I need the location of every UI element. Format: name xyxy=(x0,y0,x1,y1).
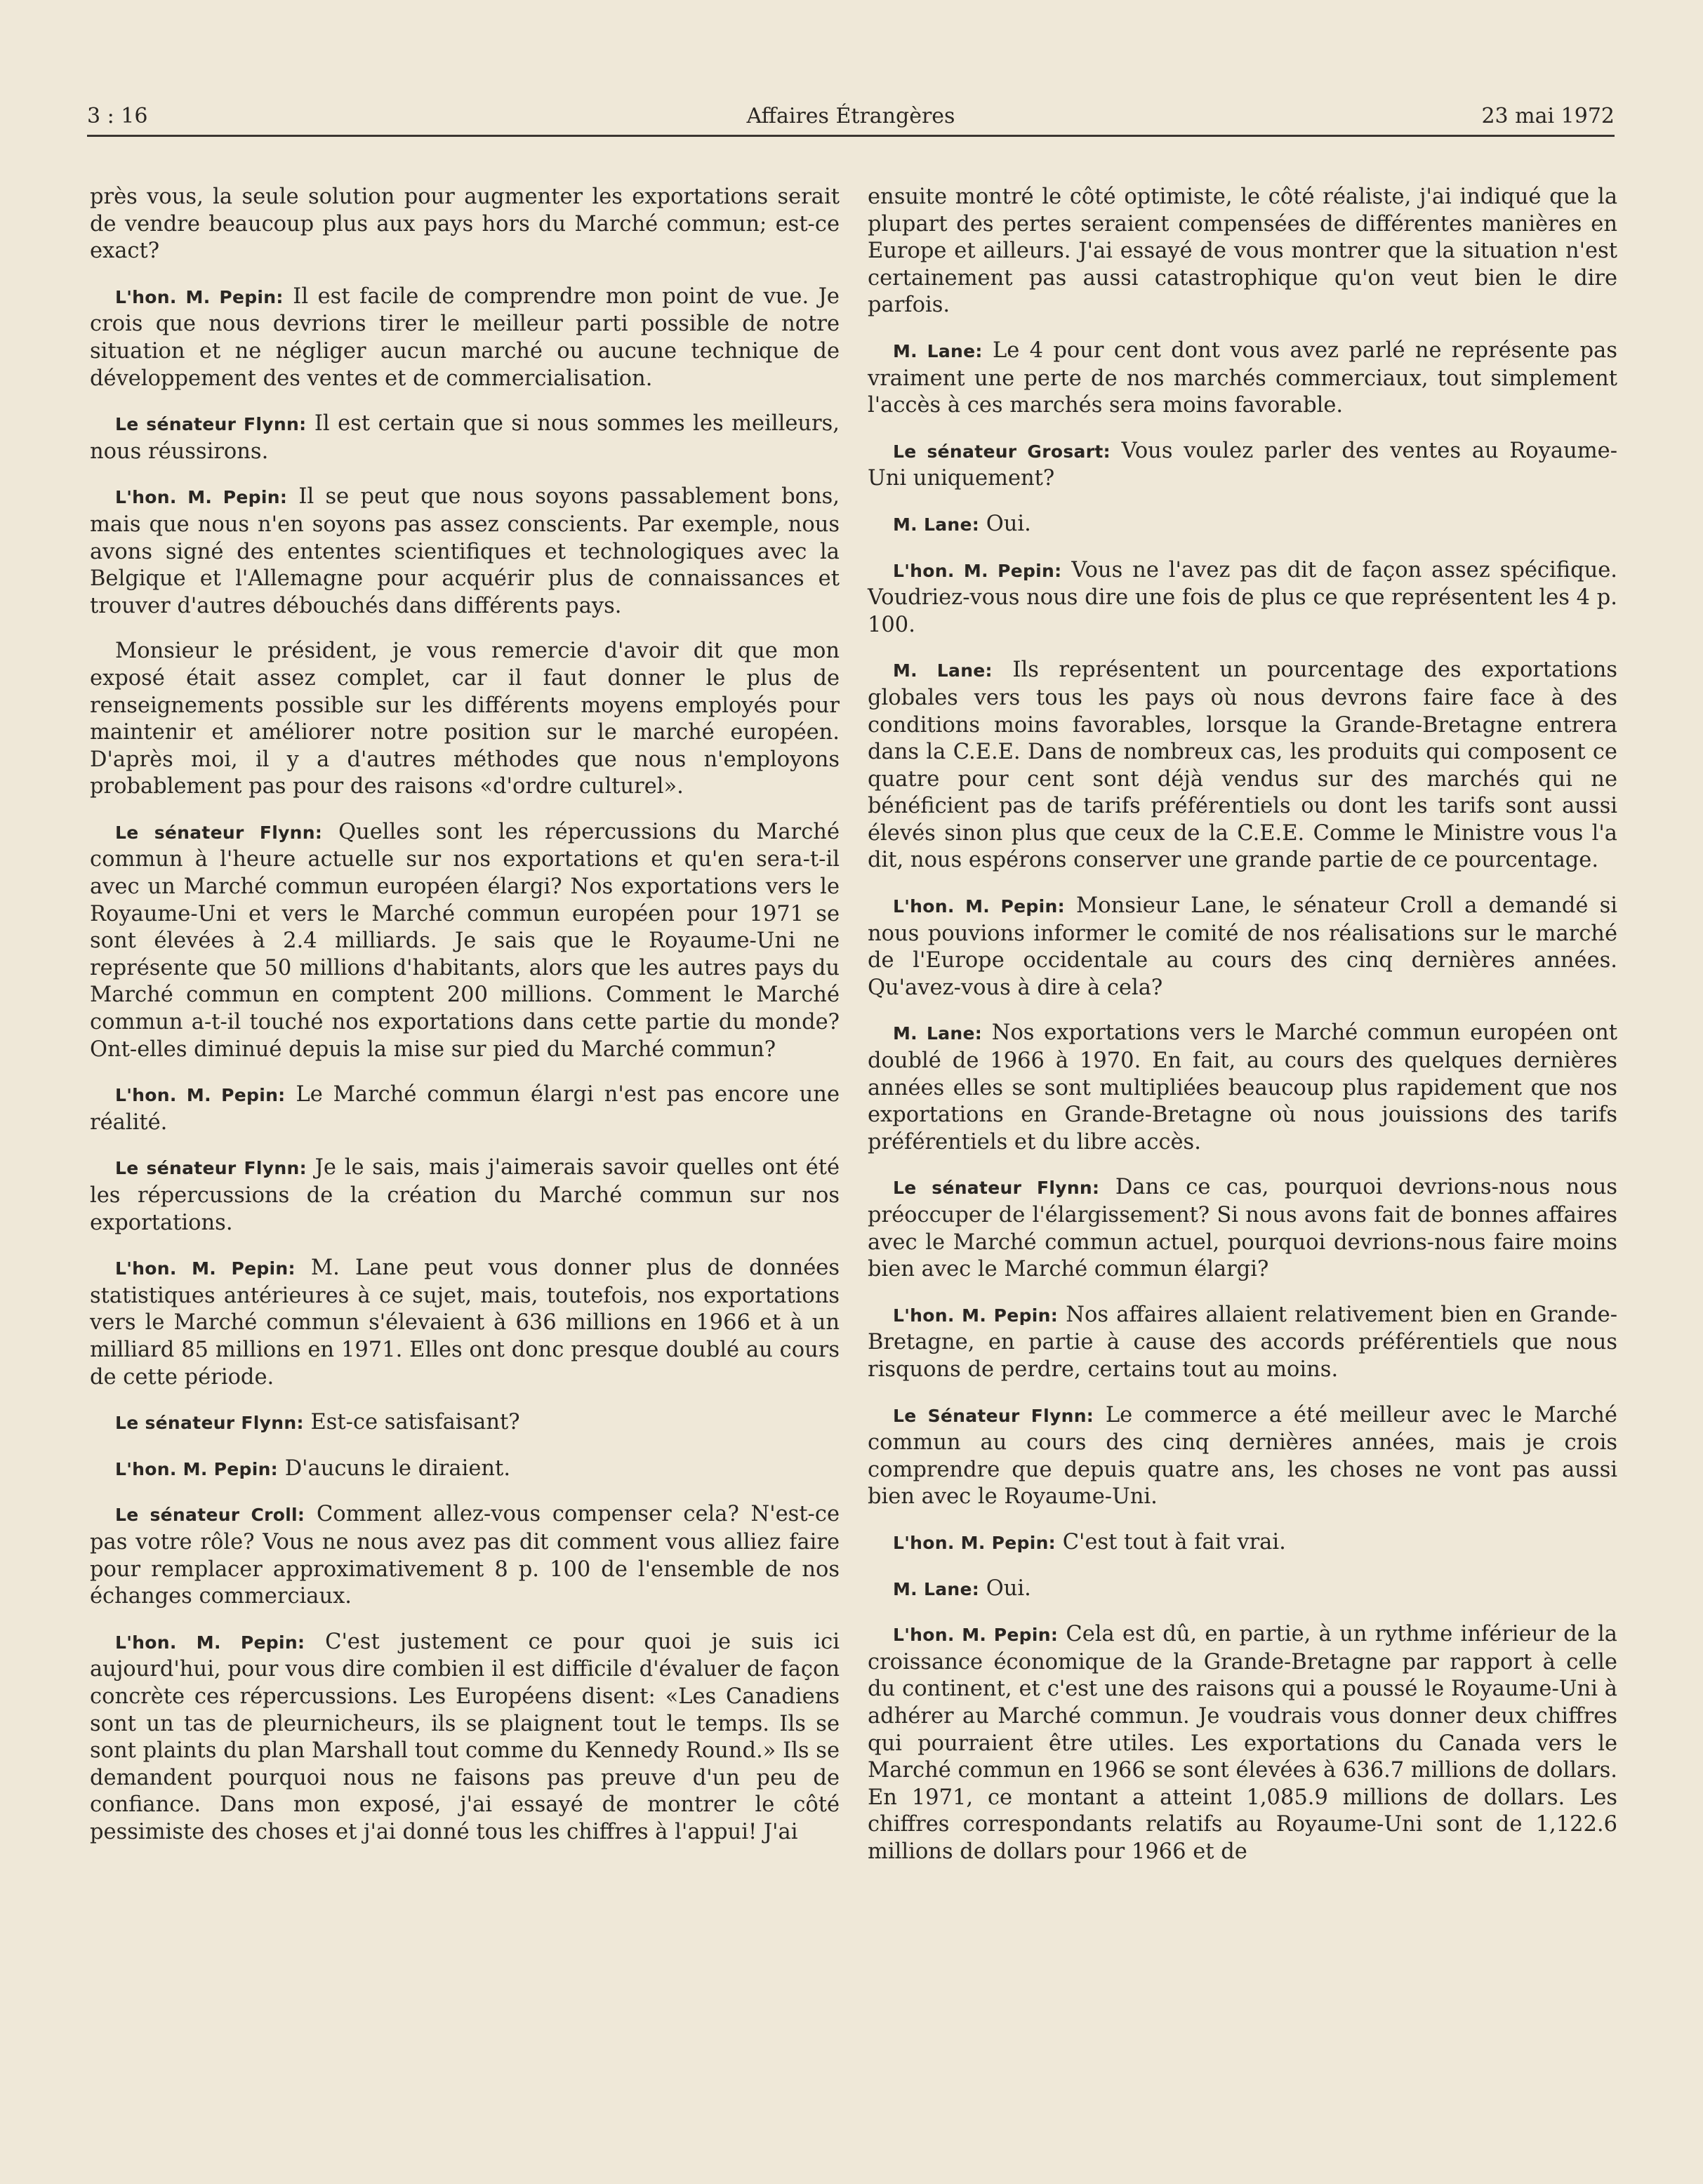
paragraph xyxy=(90,819,840,1063)
paragraph-text: Quelles sont les répercussions du Marché commun à l'heure actuelle sur nos exportations et qu'en sera-t-il avec un Marché commun européen élargi? Nos exportations vers le Royaume-Uni et vers le Marché commun européen pour 1971 se sont élevées à 2.4 milliards. Je sais que le Royaume-Uni ne représente que 50 millions d'habitants, alors que les autres pays du Marché commun en comptent 200 millions. Comment le Marché commun a-t-il touché nos exportations dans cette partie du monde? Ont-elles diminué depuis la mise sur pied du Marché commun? xyxy=(90,819,840,1062)
paragraph xyxy=(868,1302,1617,1384)
paragraph-text: Il est facile de comprendre mon point de vue. Je crois que nous devrions tirer le meilleur parti possible de notre situation et ne négliger aucun marché ou aucune technique de développement des ventes et de commercialisation. xyxy=(90,284,840,391)
paragraph-text: Le commerce a été meilleur avec le Marché commun au cours des cinq dernières années, mais je crois comprendre que depuis quatre ans, les choses ne vont pas aussi bien avec le Royaume-Uni. xyxy=(868,1402,1617,1510)
paragraph-text: Monsieur Lane, le sénateur Croll a demandé si nous pouvions informer le comité de nos réalisations sur le marché de l'Europe occidentale au cours des cinq dernières années. Qu'avez-vous à dire à cela? xyxy=(868,893,1617,1000)
paragraph xyxy=(868,1576,1617,1604)
speaker-name: Le sénateur Flynn: xyxy=(115,1158,307,1179)
speaker-name: L'hon. M. Pepin: xyxy=(115,1085,286,1106)
speaker-name: Le sénateur Croll: xyxy=(115,1505,305,1526)
paragraph xyxy=(868,184,1617,319)
paragraph-text: Dans ce cas, pourquoi devrions-nous nous préoccuper de l'élargissement? Si nous avons fait de bonnes affaires avec le Marché commun actuel, pourquoi devrions-nous faire moins bien avec le Marché commun élargi? xyxy=(868,1175,1617,1282)
paragraph xyxy=(868,893,1617,1001)
speaker-name: Le Sénateur Flynn: xyxy=(893,1405,1094,1426)
speaker-name: Le sénateur Flynn: xyxy=(115,822,323,843)
speaker-name: L'hon. M. Pepin: xyxy=(893,1305,1059,1326)
paragraph xyxy=(90,1409,840,1437)
speaker-name: L'hon. M. Pepin: xyxy=(115,1258,296,1279)
paragraph-text: près vous, la seule solution pour augmenter les exportations serait de vendre beaucoup plus aux pays hors du Marché commun; est-ce exact? xyxy=(90,185,840,264)
left-column xyxy=(90,184,840,1864)
paragraph xyxy=(90,1629,840,1846)
speaker-name: M. Lane: xyxy=(893,340,983,361)
paragraph xyxy=(90,1255,840,1391)
speaker-name: L'hon. M. Pepin: xyxy=(115,286,284,307)
paragraph-text: Monsieur le président, je vous remercie d'avoir dit que mon exposé était assez complet, car il faut donner le plus de renseignements possible sur les différents moyens employés pour maintenir et améliorer notre position sur le marché européen. D'après moi, il y a d'autres méthodes que nous n'employons probablement pas pour des raisons «d'ordre culturel». xyxy=(90,639,840,799)
speaker-name: L'hon. M. Pepin: xyxy=(893,560,1062,581)
paragraph-text: Le 4 pour cent dont vous avez parlé ne représente pas vraiment une perte de nos marchés commerciaux, tout simplement l'accès à ces marchés sera moins favorable. xyxy=(868,338,1617,418)
paragraph xyxy=(90,638,840,801)
paragraph xyxy=(868,1174,1617,1283)
paragraph xyxy=(90,1501,840,1610)
publication-title: Affaires Étrangères xyxy=(746,104,955,128)
speaker-name: Le sénateur Flynn: xyxy=(893,1178,1100,1199)
paragraph-text: Est-ce satisfaisant? xyxy=(310,1410,520,1435)
right-column xyxy=(868,184,1617,1884)
page-header xyxy=(87,102,1615,137)
paragraph xyxy=(90,1081,840,1136)
paragraph-text: Oui. xyxy=(986,1576,1031,1601)
speaker-name: M. Lane: xyxy=(893,514,980,535)
paragraph-text: Je le sais, mais j'aimerais savoir quelles ont été les répercussions de la création du Marché commun sur nos exportations. xyxy=(90,1155,840,1235)
paragraph xyxy=(90,411,840,465)
speaker-name: Le sénateur Grosart: xyxy=(893,441,1111,462)
paragraph-text: Vous ne l'avez pas dit de façon assez spécifique. Voudriez-vous nous dire une fois de plus ce que représentent les 4 p. 100. xyxy=(868,557,1617,637)
paragraph xyxy=(90,284,840,392)
paragraph xyxy=(868,657,1617,874)
paragraph xyxy=(868,1621,1617,1865)
speaker-name: M. Lane: xyxy=(893,1578,980,1599)
paragraph-text: Oui. xyxy=(986,511,1031,536)
speaker-name: L'hon. M. Pepin: xyxy=(893,1625,1059,1646)
paragraph-text: Le Marché commun élargi n'est pas encore une réalité. xyxy=(90,1082,840,1135)
speaker-name: L'hon. M. Pepin: xyxy=(115,1632,305,1653)
paragraph xyxy=(868,1020,1617,1156)
paragraph xyxy=(90,184,840,265)
paragraph xyxy=(90,1456,840,1484)
paragraph xyxy=(868,1529,1617,1557)
paragraph-text: M. Lane peut vous donner plus de données statistiques antérieures à ce sujet, mais, toutefois, nos exportations vers le Marché commun s'élevaient à 636 millions en 1966 et à un milliard 85 millions en 1971. Elles ont donc presque doublé au cours de cette période. xyxy=(90,1256,840,1390)
paragraph-text: ensuite montré le côté optimiste, le côté réaliste, j'ai indiqué que la plupart des pertes seraient compensées de différentes manières en Europe et ailleurs. J'ai essayé de vous montrer que la situation n'est certainement pas aussi catastrophique qu'on veut bien le dire parfois. xyxy=(868,185,1617,318)
paragraph-text: Nos affaires allaient relativement bien en Grande-Bretagne, en partie à cause des accords préférentiels que nous risquons de perdre, certains tout au moins. xyxy=(868,1302,1617,1382)
page-date: 23 mai 1972 xyxy=(1481,104,1615,128)
speaker-name: L'hon. M. Pepin: xyxy=(893,896,1065,917)
paragraph-text: C'est justement ce pour quoi je suis ici aujourd'hui, pour vous dire combien il est difficile d'évaluer de façon concrète ces répercussions. Les Européens disent: «Les Canadiens sont un tas de pleurnicheurs, ils se plaignent tout le temps. Ils se sont plaints du plan Marshall tout comme du Kennedy Round.» Ils se demandent pourquoi nous ne faisons pas preuve d'un peu de confiance. Dans mon exposé, j'ai essayé de montrer le côté pessimiste des choses et j'ai donné tous les chiffres à l'appui! J'ai xyxy=(90,1629,840,1844)
paragraph-text: Nos exportations vers le Marché commun européen ont doublé de 1966 à 1970. En fait, au cours des quelques dernières années elles se sont multipliées beaucoup plus rapidement que nos exportations en Grande-Bretagne où nous jouissions des tarifs préférentiels et du libre accès. xyxy=(868,1020,1618,1154)
speaker-name: Le sénateur Flynn: xyxy=(115,1413,304,1434)
paragraph-text: Ils représentent un pourcentage des exportations globales vers tous les pays où nous devrons faire face à des conditions moins favorables, lorsque la Grande-Bretagne entrera dans la C.E.E. Dans de nombreux cas, les produits qui composent ce quatre pour cent sont déjà vendus sur des marchés qui ne bénéficient pas de tarifs préférentiels ou dont les tarifs sont aussi élevés sinon plus que ceux de la C.E.E. Comme le Ministre vous l'a dit, nous espérons conserver une grande partie de ce pourcentage. xyxy=(868,658,1618,873)
speaker-name: M. Lane: xyxy=(893,1023,983,1044)
paragraph-text: Il est certain que si nous sommes les meilleurs, nous réussirons. xyxy=(90,411,840,464)
paragraph-text: Cela est dû, en partie, à un rythme inférieur de la croissance économique de la Grande-Bretagne par rapport à celle du continent, et c'est une des raisons qui a poussé le Royaume-Uni à adhérer au Marché commun. Je voudrais vous donner deux chiffres qui pourraient être utiles. Les exportations du Canada vers le Marché commun en 1966 se sont élevées à 636.7 millions de dollars. En 1971, ce montant a atteint 1,085.9 millions de dollars. Les chiffres correspondants relatifs au Royaume-Uni sont de 1,122.6 millions de dollars pour 1966 et de xyxy=(868,1622,1617,1864)
paragraph-text: Vous voulez parler des ventes au Royaume-Uni uniquement? xyxy=(868,438,1618,491)
speaker-name: L'hon. M. Pepin: xyxy=(893,1532,1056,1553)
paragraph xyxy=(868,557,1617,639)
paragraph xyxy=(868,338,1617,420)
paragraph xyxy=(90,484,840,620)
paragraph-text: Comment allez-vous compenser cela? N'est-ce pas votre rôle? Vous ne nous avez pas dit comment vous alliez faire pour remplacer approximativement 8 p. 100 de l'ensemble de nos échanges commerciaux. xyxy=(90,1502,840,1609)
speaker-name: M. Lane: xyxy=(893,660,993,681)
speaker-name: L'hon. M. Pepin: xyxy=(115,487,288,508)
paragraph xyxy=(868,511,1617,539)
paragraph xyxy=(868,438,1617,493)
paragraph-text: Il se peut que nous soyons passablement bons, mais que nous n'en soyons pas assez conscients. Par exemple, nous avons signé des ententes scientifiques et technologiques avec la Belgique et l'Allemagne pour acquérir plus de connaissances et trouver d'autres débouchés dans différents pays. xyxy=(90,484,840,618)
page-number: 3 : 16 xyxy=(87,104,148,128)
paragraph xyxy=(90,1154,840,1237)
speaker-name: Le sénateur Flynn: xyxy=(115,414,307,435)
paragraph-text: D'aucuns le diraient. xyxy=(284,1456,511,1481)
paragraph-text: C'est tout à fait vrai. xyxy=(1062,1529,1286,1554)
paragraph xyxy=(868,1402,1617,1511)
speaker-name: L'hon. M. Pepin: xyxy=(115,1458,278,1479)
